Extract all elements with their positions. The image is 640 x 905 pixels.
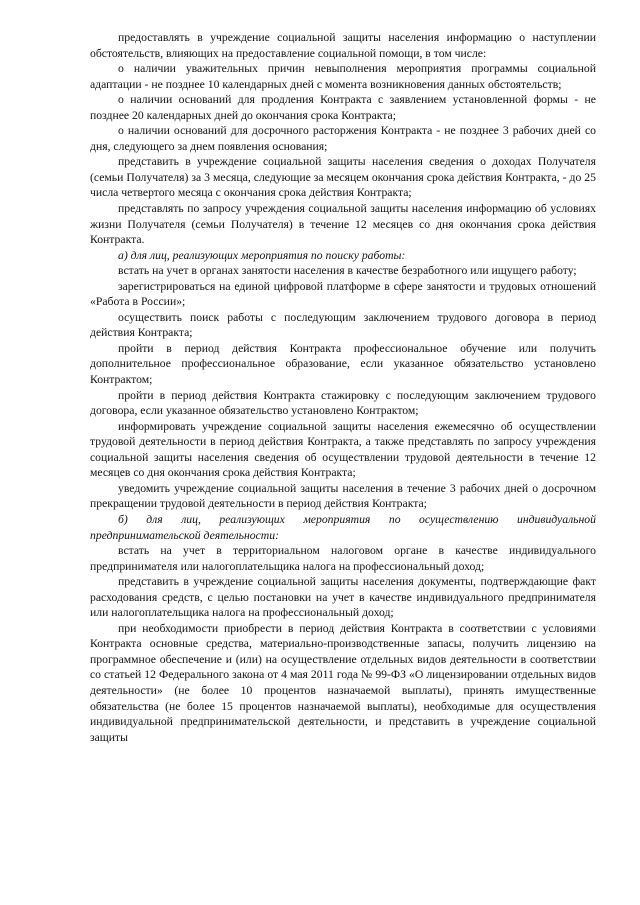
document-page — [90, 30, 596, 745]
paragraph: о наличии оснований для продления Контракта с заявлением установленной формы - не позднее 20 календарных дней до окончания срока Контракта; — [90, 93, 596, 122]
paragraph: о наличии оснований для досрочного расторжения Контракта - не позднее 3 рабочих дней со дня, следующего за днем появления основания; — [90, 124, 596, 153]
paragraph: при необходимости приобрести в период действия Контракта в соответствии с условиями Контракта основные средства, материально-производственные запасы, получить лицензию на программное обеспечение и (или) на осуществление отдельных видов деятельности в соответствии со статьей 12 Федерального закона от 4 мая 2011 года № 99-ФЗ «О лицензировании отдельных видов деятельности» (не более 10 процентов назначаемой выплаты), принять имущественные обязательства (не более 15 процентов назначаемой выплаты), необходимые для осуществления индивидуальной предпринимательской деятельности, и представить в учреждение социальной защиты — [90, 621, 596, 744]
paragraph: встать на учет в органах занятости населения в качестве безработного или ищущего работу; — [118, 264, 577, 278]
section-heading-job-search: а) для лиц, реализующих мероприятия по поиску работы: — [118, 248, 406, 262]
paragraph: зарегистрироваться на единой цифровой платформе в сфере занятости и трудовых отношений «Работа в России»; — [90, 279, 596, 309]
section-heading-entrepreneurship: б) для лиц, реализующих мероприятия по осуществлению индивидуальной предпринимательской деятельности: — [90, 512, 596, 542]
paragraph: пройти в период действия Контракта профессиональное обучение или получить дополнительное профессиональное образование, если указанное обязательство установлено Контрактом; — [90, 341, 596, 387]
paragraph: осуществить поиск работы с последующим заключением трудового договора в период действия Контракта; — [90, 310, 596, 340]
paragraph: встать на учет в территориальном налоговом органе в качестве индивидуального предпринимателя или налогоплательщика налога на профессиональный доход; — [90, 544, 596, 573]
paragraph: пройти в период действия Контракта стажировку с последующим заключением трудового договора, если указанное обязательство установлено Контрактом; — [90, 388, 596, 418]
paragraph: представлять по запросу учреждения социальной защиты населения информацию об условиях жизни Получателя (семьи Получателя) в течение 12 месяцев со дня окончания срока действия Контракта. — [90, 202, 596, 247]
paragraph: информировать учреждение социальной защиты населения ежемесячно об осуществлении трудовой деятельности в период действия Контракта, а также представлять по запросу учреждения социальной защиты населения сведения об осуществлении трудовой деятельности в течение 12 месяцев со дня окончания срока действия Контракта; — [90, 419, 596, 480]
paragraph: представить в учреждение социальной защиты населения документы, подтверждающие факт расходования средств, с целью постановки на учет в качестве индивидуального предпринимателя или налогоплательщика налога на профессиональный доход; — [90, 575, 596, 620]
paragraph: уведомить учреждение социальной защиты населения в течение 3 рабочих дней о досрочном прекращении трудовой деятельности в период действия Контракта; — [90, 481, 596, 511]
paragraph: о наличии уважительных причин невыполнения мероприятия программы социальной адаптации - не позднее 10 календарных дней с момента возникновения данных обстоятельств; — [90, 62, 596, 91]
paragraph: предоставлять в учреждение социальной защиты населения информацию о наступлении обстоятельств, влияющих на предоставление социальной помощи, в том числе: — [90, 31, 596, 60]
paragraph: представить в учреждение социальной защиты населения сведения о доходах Получателя (семьи Получателя) за 3 месяца, следующие за месяцем окончания срока действия Контракта, - до 25 числа четвертого месяца с окончания срока действия Контракта; — [90, 155, 596, 200]
